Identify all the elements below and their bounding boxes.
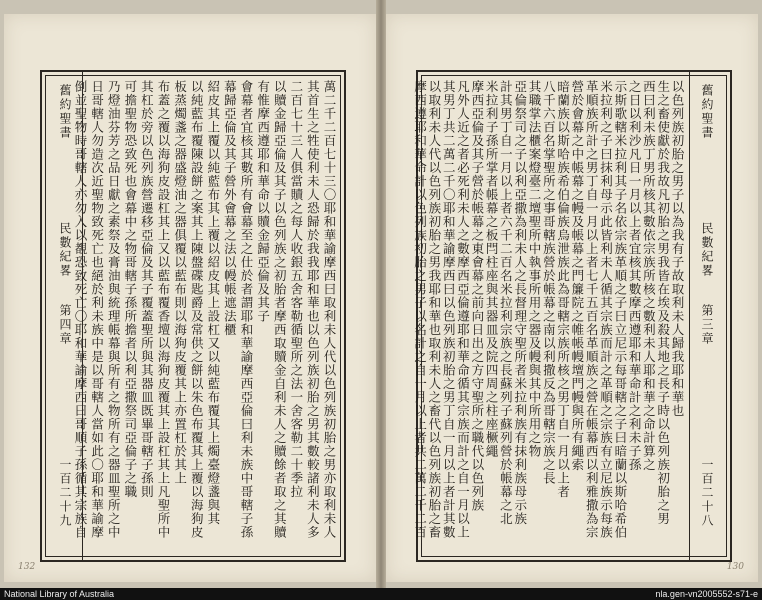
right-text-column: 之日以利沙凡日一月以上者宜核其數摩西遵耶和華命計之利未子孫: [627, 80, 643, 472]
left-text-column: 紹皮其上覆以純藍布其上覆以紹皮其上設杠又以純藍布覆其上燭臺燈盞與其: [205, 80, 221, 526]
footer-library-name: National Library of Australia: [4, 589, 115, 599]
right-text-column: 摩西遵耶和華命計以色列族初胎之男子以名計之自一月以上者共二萬二千二百: [412, 80, 428, 539]
right-text-column: 米拉利子孫所掌者帳幕之板閂柱座與其器皿及院四周之柱座橛繩: [484, 80, 500, 458]
left-text-column: 萬二千二百七十三〇耶和華諭摩西曰取利未人代以色列族初胎之男亦取利未人: [322, 80, 337, 539]
left-chapter-label: 第四章: [58, 304, 72, 346]
right-page: [386, 14, 758, 582]
left-text-column: 二百七十三人俱當贖之每人收銀五舍客勒循聖所之法一舍客勒二十季拉: [288, 80, 304, 499]
right-margin-column: [689, 72, 724, 560]
left-text-column: 幕歸亞倫及其子營外會幕之法以幔帳遮法櫃: [222, 80, 238, 337]
left-text-column: 其杠於旁以色列族營遷移亞倫及其子覆蓋聖所與其器皿既畢哥轄子孫則: [139, 80, 155, 499]
right-text-column: 以色列族初胎之男子以為我有子故取利未人歸我耶和華也: [670, 80, 685, 418]
right-text-column: 革順族所計之男丁自一月以上者七千五百名革順族之營在帳幕西以利雅撒為宗: [584, 80, 600, 539]
right-pencil-mark: 130: [726, 562, 744, 572]
left-text-column: 倒並聖物時哥轄人亦勿入以覩恐致死亡〇耶和華諭摩西曰哥順子孫循其宗族自: [73, 80, 88, 539]
right-book-name: 民數紀畧: [700, 222, 714, 278]
right-text-column: 八千六百名掌聖所之事哥轄族營於帳幕之南以利撒反為哥轄宗族之長: [541, 80, 557, 485]
right-text-column: 示斯歌轄米拉利其子名依宗族革順之子曰立尼示每哥轄之子曰暗蘭以斯哈希伯: [612, 80, 628, 539]
right-text-column: 西曰利未族丁男所核其數依宗族所核之數利未人耶和華之命計算之: [641, 80, 657, 472]
left-text-column: 布蓋之覆以海狗皮設杠其上又以藍布覆香壇以海狗皮覆其上設杠其上凡聖所中: [156, 80, 171, 539]
left-text-column: 以贖金歸亞倫及其子以色列族之初胎者摩西取贖金自利未人之贖餘者取之其贖: [272, 80, 288, 539]
right-text-column: 生之畜使獻於我故凡初胎之男我皆在埃及殺其地之長子時以色列族初胎之男: [655, 80, 671, 526]
footer-bar: [0, 588, 762, 600]
book-gutter: [376, 0, 386, 588]
right-text-column: 暗蘭族以斯哈族希伯倫族烏泄族此為哥轄宗族所核之男丁自一月以上者: [555, 80, 571, 499]
right-text-column: 以取利未人代以色列族初胎之男我耶和華也取利未人之畜代以色列族初胎之畜: [426, 80, 442, 539]
left-page: [4, 14, 376, 582]
right-page-number: 一百二十八: [700, 458, 714, 528]
right-book-title: 舊約聖書: [700, 84, 714, 140]
right-chapter-label: 第三章: [700, 304, 714, 346]
footer-record-id: nla.gen-vn2005552-s71-e: [655, 589, 758, 599]
right-text-column: 其職掌法櫃案燈臺二壇聖所中執事所用之器及幔與其中所用之物: [527, 80, 542, 458]
left-text-column: 其首生之牲使利未人恐歸於我我耶和華也以色列族初胎之男其數較諸利未人多: [305, 80, 321, 539]
left-pencil-mark: 132: [18, 562, 36, 572]
left-page-number: 一百二十九: [58, 458, 72, 528]
left-text-column: 可擔聖物恐致死也會幕中之物哥轄子孫所擔者以利亞撒祭司亞倫子之職: [122, 80, 138, 499]
left-text-column: 會幕者宜核其數所有會幕至之仕於者謂耶和華諭摩西亞倫曰利未族中哥轄子孫: [239, 80, 254, 539]
right-text-column: 凡外人近之者必死利未人之數摩西亞倫遵耶和華命循其宗族而計之自一月以上: [455, 80, 471, 539]
left-text-column: 乃燈油芬芳之品日獻之素祭及膏油與統理帳幕與所有之物所有之器皿聖所之中: [106, 80, 122, 539]
left-book-name: 民數紀畧: [58, 222, 72, 278]
left-text-column: 板蒸燭盞之器盛燈油之器俱覆以藍布則以海狗皮覆其上亦置杠於其上: [172, 80, 188, 485]
left-text-column: 有惟摩西遵耶和華命以贖金歸亞倫及其子: [255, 80, 271, 323]
right-text-column: 摩西亞倫及其子營於帳幕之東會幕之前向日出之方守聖所之職代以色列族: [469, 80, 485, 512]
right-text-column: 營於會幕之中帳幕之幔及帳幕之門簾院之帷帳幔壇門幔與所有繩索: [569, 80, 585, 472]
right-text-column: 計其男丁自一月以上者六千二百名米拉利宗族之長蘇列子蘇列營於帳幕之北: [498, 80, 514, 526]
left-text-block: [45, 75, 341, 557]
right-text-frame: [412, 70, 732, 562]
right-text-column: 亞倫祭司之子以利亞撒為利未人之長督理守聖所者米拉利族有抹利族母示族: [512, 80, 528, 526]
left-margin-column: [48, 72, 83, 560]
left-text-column: 以純藍布覆陳設餅之案其上陳盤碟匙爵及常供之餅以朱色布覆其上覆以海狗皮: [189, 80, 205, 539]
left-text-column: 日哥轄人勿造次近聖物致死亡也絕於利未族中是以哥轄人當如此〇耶和華諭摩: [89, 80, 105, 539]
right-text-block: [412, 75, 727, 557]
right-text-column: 其男丁共二萬二千〇耶和華諭摩西曰以色列族初胎之男丁自一月以上者計其數: [441, 80, 457, 539]
left-book-title: 舊約聖書: [58, 84, 72, 140]
right-text-column: 米拉利之子曰抹利母示此皆利未人循其宗族而計之革順之宗族有立尼族示每族: [598, 80, 614, 539]
left-text-frame: [40, 70, 346, 562]
